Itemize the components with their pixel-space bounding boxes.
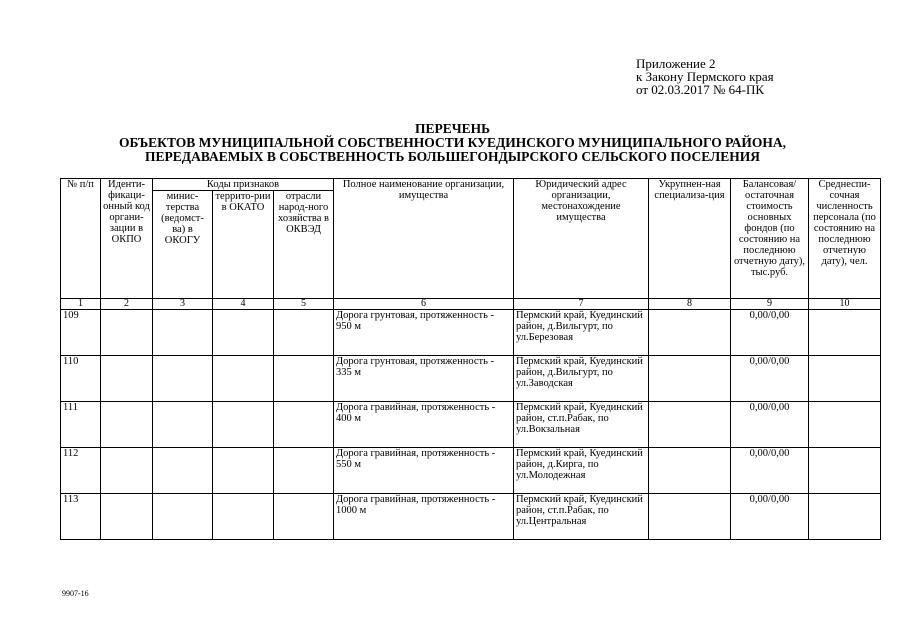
- column-number: 1: [61, 299, 101, 310]
- column-number-row: [61, 299, 881, 310]
- header-num: № п/п: [61, 179, 101, 299]
- row-balance: 0,00/0,00: [731, 402, 809, 448]
- row-okogu: [153, 356, 213, 402]
- row-okved: [274, 494, 334, 540]
- row-name: Дорога гравийная, протяженность - 400 м: [334, 402, 514, 448]
- row-name: Дорога гравийная, протяженность - 550 м: [334, 448, 514, 494]
- column-number: 9: [731, 299, 809, 310]
- header-codes-group: Коды признаков: [153, 179, 334, 191]
- row-address: Пермский край, Куединский район, д.Кирга, по ул.Молодежная: [514, 448, 649, 494]
- appendix-line: от 02.03.2017 № 64-ПК: [636, 82, 765, 97]
- row-okpo: [101, 310, 153, 356]
- row-okogu: [153, 494, 213, 540]
- column-number: 10: [809, 299, 881, 310]
- title-line: ОБЪЕКТОВ МУНИЦИПАЛЬНОЙ СОБСТВЕННОСТИ КУЕДИНСКОГО МУНИЦИПАЛЬНОГО РАЙОНА,: [118, 135, 787, 150]
- row-name: Дорога грунтовая, протяженность - 950 м: [334, 310, 514, 356]
- row-staff: [809, 448, 881, 494]
- row-num: 111: [61, 402, 101, 448]
- row-specialization: [649, 494, 731, 540]
- row-okogu: [153, 402, 213, 448]
- row-okato: [213, 494, 274, 540]
- row-staff: [809, 402, 881, 448]
- header-specialization: Укрупнен-ная специализа-ция: [649, 179, 731, 299]
- row-okato: [213, 448, 274, 494]
- row-okato: [213, 402, 274, 448]
- header-staff: Среднеспи-сочная численность персонала (по состоянию на последнюю отчетную дату), чел.: [809, 179, 881, 299]
- row-okved: [274, 310, 334, 356]
- row-address: Пермский край, Куединский район, ст.п.Рабак, по ул.Центральная: [514, 494, 649, 540]
- row-okved: [274, 448, 334, 494]
- header-okpo: Иденти-фикаци-онный код органи-зации в ОКПО: [101, 179, 153, 299]
- column-number: 6: [334, 299, 514, 310]
- header-name: Полное наименование организации, имущества: [334, 179, 514, 299]
- row-address: Пермский край, Куединский район, д.Вильгурт, по ул.Заводская: [514, 356, 649, 402]
- header-okved: отрасли народ-ного хозяйства в ОКВЭД: [274, 191, 334, 299]
- row-specialization: [649, 402, 731, 448]
- header-balance: Балансовая/ остаточная стоимость основных фондов (по состоянию на последнюю отчетную дату), тыс.руб.: [731, 179, 809, 299]
- row-balance: 0,00/0,00: [731, 310, 809, 356]
- row-balance: 0,00/0,00: [731, 356, 809, 402]
- row-name: Дорога грунтовая, протяженность - 335 м: [334, 356, 514, 402]
- row-okato: [213, 356, 274, 402]
- table-row: [61, 310, 881, 356]
- row-okpo: [101, 448, 153, 494]
- table-row: [61, 448, 881, 494]
- column-number: 3: [153, 299, 213, 310]
- row-num: 112: [61, 448, 101, 494]
- appendix-block: [636, 57, 774, 96]
- row-address: Пермский край, Куединский район, ст.п.Рабак, по ул.Вокзальная: [514, 402, 649, 448]
- row-balance: 0,00/0,00: [731, 494, 809, 540]
- column-number: 8: [649, 299, 731, 310]
- table-row: [61, 402, 881, 448]
- row-staff: [809, 494, 881, 540]
- row-num: 113: [61, 494, 101, 540]
- row-okpo: [101, 356, 153, 402]
- column-number: 2: [101, 299, 153, 310]
- row-staff: [809, 310, 881, 356]
- row-okpo: [101, 402, 153, 448]
- row-address: Пермский край, Куединский район, д.Вильгурт, по ул.Березовая: [514, 310, 649, 356]
- row-okogu: [153, 310, 213, 356]
- row-balance: 0,00/0,00: [731, 448, 809, 494]
- title-line: ПЕРЕДАВАЕМЫХ В СОБСТВЕННОСТЬ БОЛЬШЕГОНДЫРСКОГО СЕЛЬСКОГО ПОСЕЛЕНИЯ: [145, 149, 760, 164]
- row-specialization: [649, 448, 731, 494]
- row-name: Дорога гравийная, протяженность - 1000 м: [334, 494, 514, 540]
- header-okogu: минис-терства (ведомст-ва) в ОКОГУ: [153, 191, 213, 299]
- header-okato: террито-рии в ОКАТО: [213, 191, 274, 299]
- title-line: ПЕРЕЧЕНЬ: [414, 121, 491, 136]
- table-row: [61, 356, 881, 402]
- row-specialization: [649, 310, 731, 356]
- footer-code: 9907-16: [62, 589, 89, 598]
- row-specialization: [649, 356, 731, 402]
- row-okpo: [101, 494, 153, 540]
- table-row: [61, 494, 881, 540]
- document-title: [0, 122, 905, 164]
- column-number: 4: [213, 299, 274, 310]
- row-okato: [213, 310, 274, 356]
- row-num: 109: [61, 310, 101, 356]
- row-num: 110: [61, 356, 101, 402]
- header-address: Юридический адрес организации, местонахождение имущества: [514, 179, 649, 299]
- row-okogu: [153, 448, 213, 494]
- row-staff: [809, 356, 881, 402]
- appendix-line: Приложение 2: [636, 56, 716, 71]
- column-number: 5: [274, 299, 334, 310]
- appendix-line: к Закону Пермского края: [636, 69, 774, 84]
- row-okved: [274, 356, 334, 402]
- row-okved: [274, 402, 334, 448]
- column-number: 7: [514, 299, 649, 310]
- property-table: [60, 178, 881, 540]
